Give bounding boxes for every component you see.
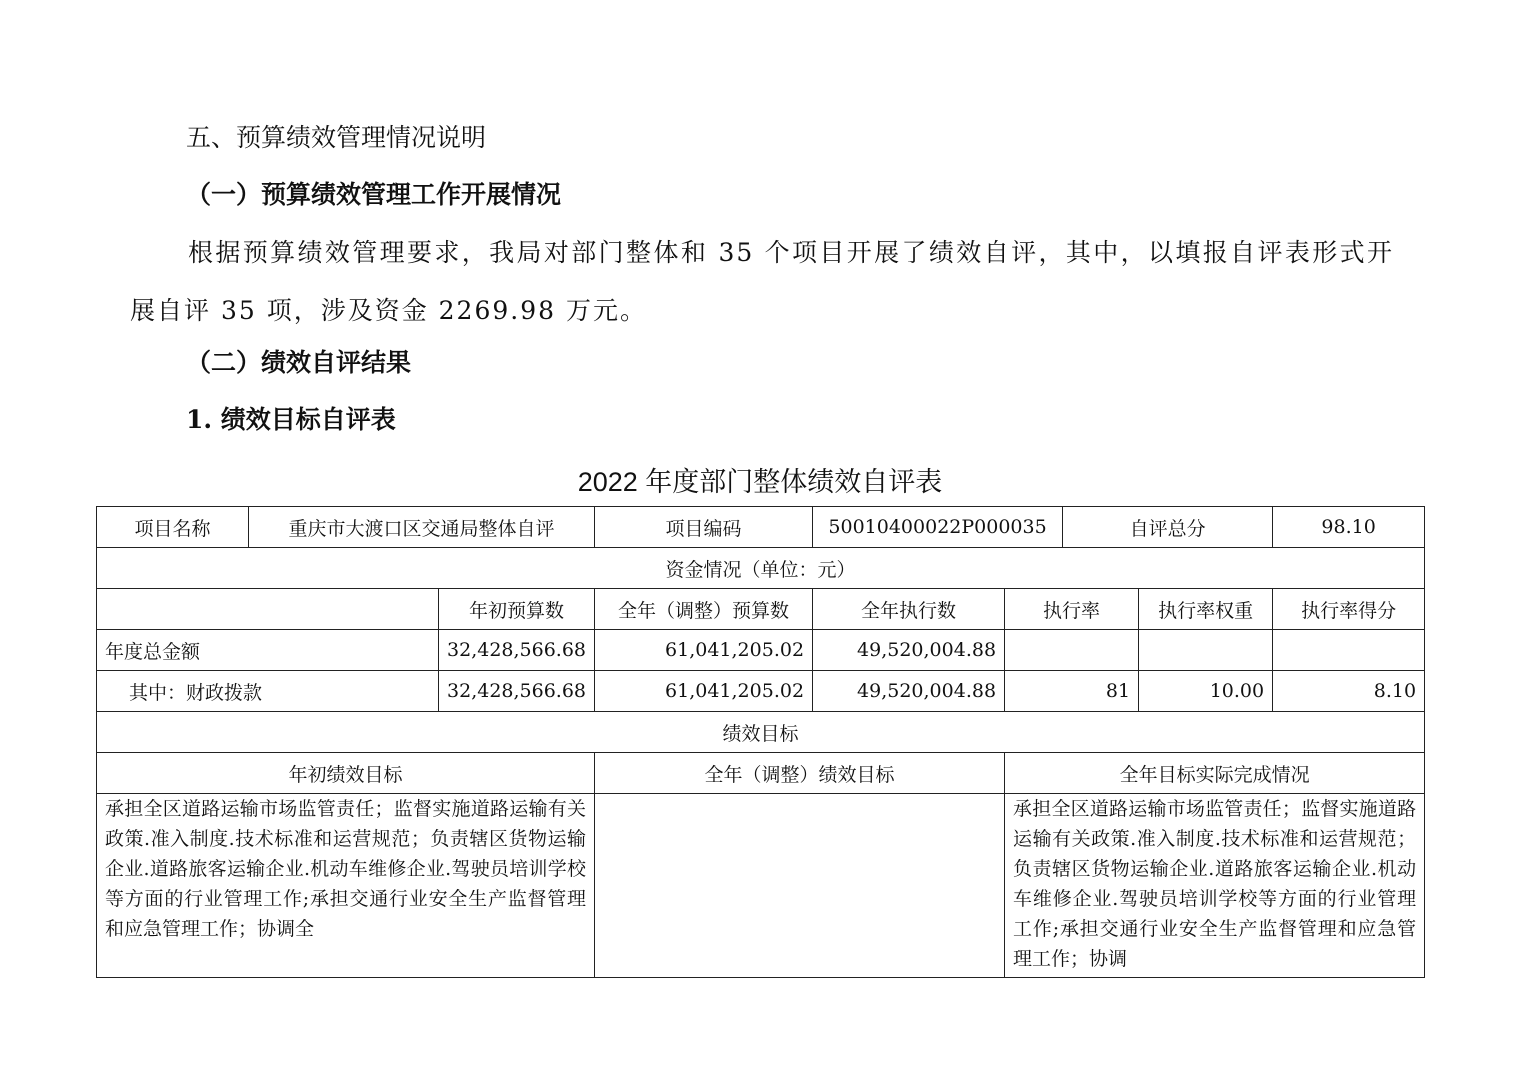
self-evaluation-table [96,506,1425,978]
column-header: 全年执行数 [813,589,1005,630]
cell-adjusted-budget: 61,041,205.02 [595,671,813,712]
row-label: 其中：财政拨款 [97,671,439,712]
goals-header: 绩效目标 [97,712,1425,753]
goals-columns-row [97,753,1425,794]
cell-executed: 49,520,004.88 [813,630,1005,671]
cell-rate-weight: 10.00 [1139,671,1273,712]
row-label: 年度总金额 [97,630,439,671]
cell-adjusted-budget: 61,041,205.02 [595,630,813,671]
score-label: 自评总分 [1063,507,1273,548]
goal-actual-text: 承担全区道路运输市场监管责任；监督实施道路运输有关政策.准入制度.技术标准和运营规范；负责辖区货物运输企业.道路旅客运输企业.机动车维修企业.驾驶员培训学校等方面的行业管理工作;承担交通行业安全生产监督管理和应急管理工作；协调 [1005,794,1425,978]
cell-execution-rate: 81 [1005,671,1139,712]
subsection-heading-1: （一）预算绩效管理工作开展情况 [186,180,562,209]
project-code-label: 项目编码 [595,507,813,548]
column-header: 执行率权重 [1139,589,1273,630]
cell-rate-score: 8.10 [1273,671,1425,712]
score-value: 98.10 [1273,507,1425,548]
table-title: 2022 年度部门整体绩效自评表 [577,467,943,497]
goal-initial-text: 承担全区道路运输市场监管责任；监督实施道路运输有关政策.准入制度.技术标准和运营规范；负责辖区货物运输企业.道路旅客运输企业.机动车维修企业.驾驶员培训学校等方面的行业管理工作;承担交通行业安全生产监督管理和应急管理工作；协调全 [97,794,595,978]
goals-header-row [97,712,1425,753]
column-header: 执行率得分 [1273,589,1425,630]
cell-rate-weight [1139,630,1273,671]
table-row [97,630,1425,671]
column-header: 年初预算数 [439,589,595,630]
column-header: 执行率 [1005,589,1139,630]
cell-executed: 49,520,004.88 [813,671,1005,712]
subsection-heading-3: 1. 绩效目标自评表 [186,405,396,434]
project-name-label: 项目名称 [97,507,249,548]
project-code-value: 50010400022P000035 [813,507,1063,548]
body-paragraph: 根据预算绩效管理要求，我局对部门整体和 35 个项目开展了绩效自评，其中，以填报自评表形式开展自评 35 项，涉及资金 2269.98 万元。 [130,238,1394,325]
goal-column-header: 全年目标实际完成情况 [1005,753,1425,794]
table-row [97,671,1425,712]
cell-execution-rate [1005,630,1139,671]
cell-initial-budget: 32,428,566.68 [439,671,595,712]
cell-initial-budget: 32,428,566.68 [439,630,595,671]
section-heading: 五、预算绩效管理情况说明 [186,123,487,152]
goal-column-header: 全年（调整）绩效目标 [595,753,1005,794]
goal-adjusted-text [595,794,1005,978]
subsection-heading-2: （二）绩效自评结果 [186,348,412,377]
column-header: 全年（调整）预算数 [595,589,813,630]
goals-content-row [97,794,1425,978]
column-header-blank [97,589,439,630]
funds-header-row [97,548,1425,589]
cell-rate-score [1273,630,1425,671]
funds-header: 资金情况（单位：元） [97,548,1425,589]
project-name-value: 重庆市大渡口区交通局整体自评 [249,507,595,548]
funds-columns-row [97,589,1425,630]
goal-column-header: 年初绩效目标 [97,753,595,794]
project-info-row [97,507,1425,548]
